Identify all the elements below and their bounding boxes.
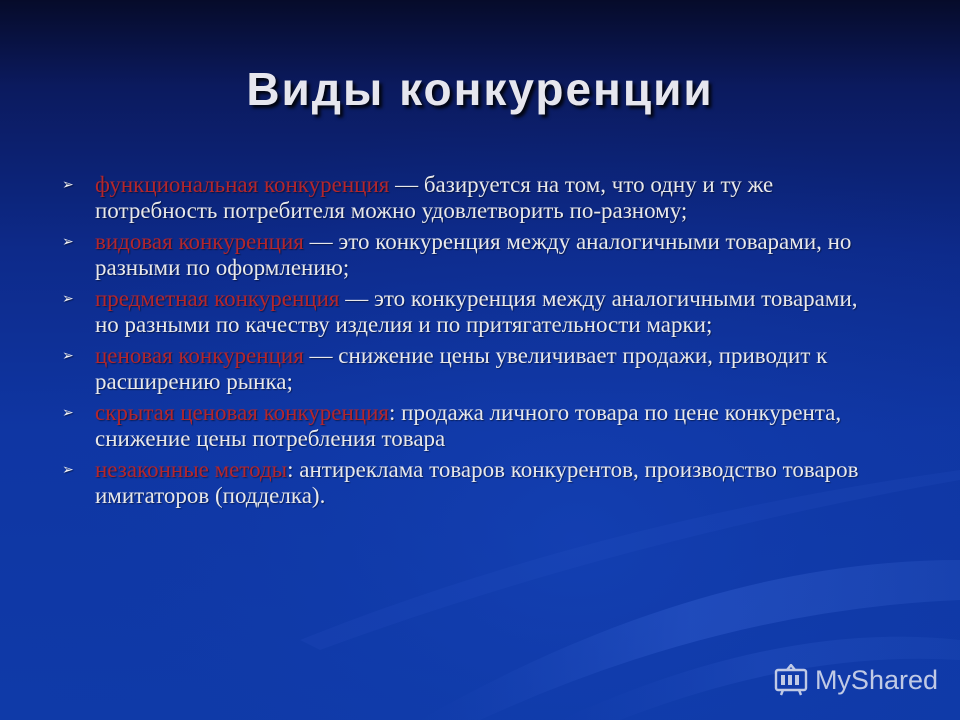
- list-item: [62, 400, 882, 452]
- list-item: [62, 343, 882, 395]
- arrow-bullet-icon: ➢: [62, 291, 74, 307]
- list-item: [62, 286, 882, 338]
- list-item: [62, 172, 882, 224]
- term-description: : антиреклама товаров конкурентов, производство товаров имитаторов (подделка).: [95, 457, 859, 508]
- arrow-bullet-icon: ➢: [62, 234, 74, 250]
- term-label: незаконные методы: [95, 457, 288, 482]
- term-label: предметная конкуренция: [95, 286, 340, 311]
- term-label: скрытая ценовая конкуренция: [95, 400, 390, 425]
- list-item: [62, 229, 882, 281]
- slide-title: Виды конкуренции: [246, 63, 714, 115]
- term-description: — это конкуренция между аналогичными товарами, но разными по качеству изделия и по притягательности марки;: [95, 286, 858, 337]
- watermark: [773, 664, 938, 696]
- term-description: — снижение цены увеличивает продажи, приводит к расширению рынка;: [95, 343, 828, 394]
- term-description: — базируется на том, что одну и ту же потребность потребителя можно удовлетворить по-разному;: [95, 172, 774, 223]
- bullet-list: [62, 172, 882, 514]
- term-description: : продажа личного товара по цене конкурента, снижение цены потребления товара: [95, 400, 842, 451]
- term-label: функциональная конкуренция: [95, 172, 390, 197]
- arrow-bullet-icon: ➢: [62, 462, 74, 478]
- term-label: ценовая конкуренция: [95, 343, 304, 368]
- arrow-bullet-icon: ➢: [62, 348, 74, 364]
- arrow-bullet-icon: ➢: [62, 177, 74, 193]
- term-label: видовая конкуренция: [95, 229, 304, 254]
- list-item: [62, 457, 882, 509]
- watermark-text: MyShared: [814, 664, 938, 695]
- term-description: — это конкуренция между аналогичными товарами, но разными по оформлению;: [95, 229, 852, 280]
- myshared-logo-icon: [773, 664, 809, 696]
- arrow-bullet-icon: ➢: [62, 405, 74, 421]
